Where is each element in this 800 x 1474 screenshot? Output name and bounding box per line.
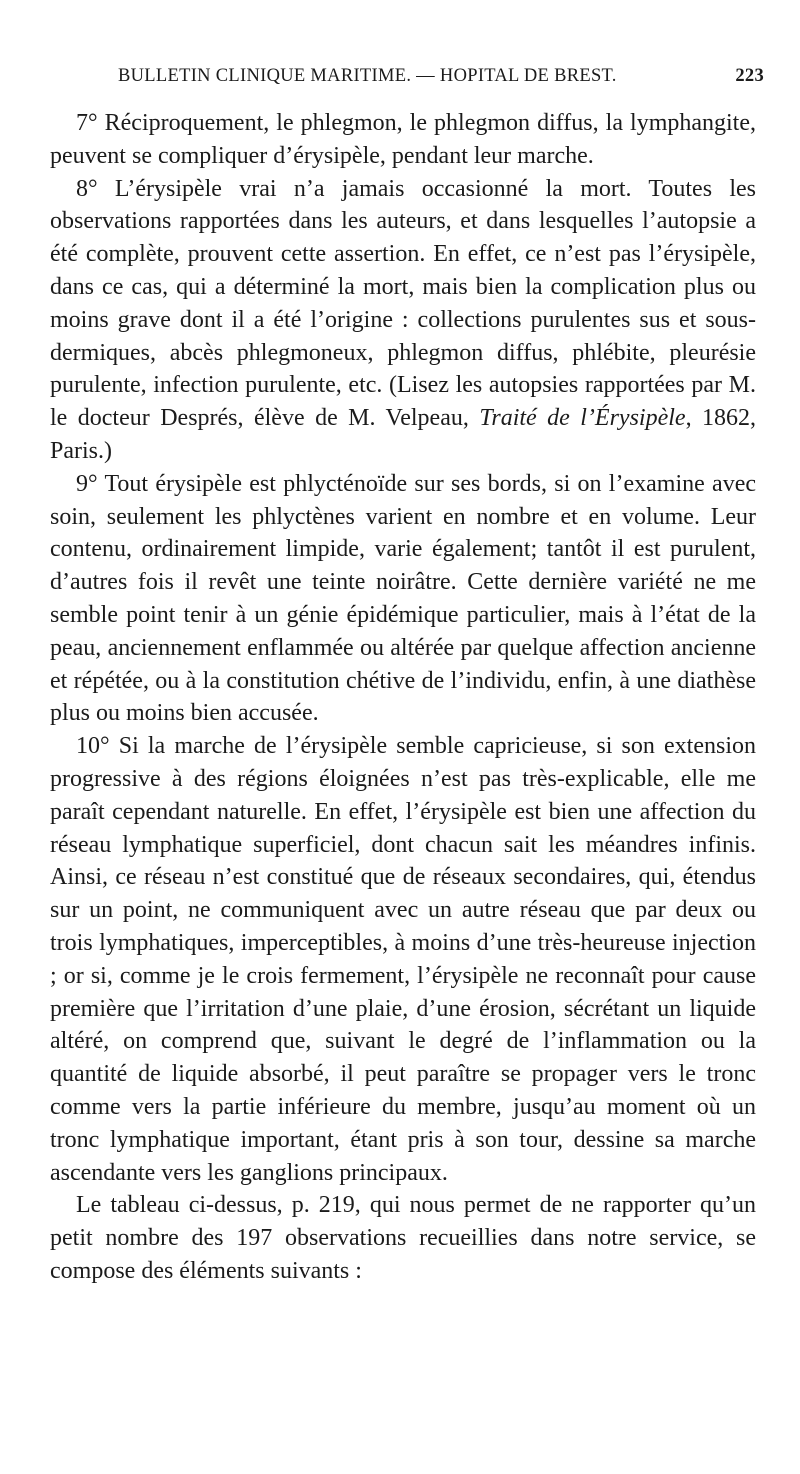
paragraph-7-text: 7° Réciproquement, le phlegmon, le phlegmon diffus, la lymphangite, peuvent se compliquer d’érysipèle, pendant leur marche.: [50, 110, 756, 169]
running-header: [118, 66, 764, 96]
book-title-italic: Traité de l’Érysipèle: [479, 405, 686, 432]
paragraph-9: [50, 468, 756, 730]
running-title: BULLETIN CLINIQUE MARITIME. — HOPITAL DE BREST.: [118, 66, 617, 86]
paragraph-8-citation-tail: , 1862, Paris.): [50, 405, 757, 464]
paragraph-7: [50, 107, 756, 173]
paragraph-10: [50, 730, 756, 1189]
paragraph-10-text: 10° Si la marche de l’érysipèle semble capricieuse, si son extension progressive à des régions éloignées n’est pas très-explicable, elle me paraît cependant naturelle. En effet, l’érysipèle est bien une affection du réseau lymphatique superficiel, dont chacun sait les méandres infinis. Ainsi, ce réseau n’est constitué que de réseaux secondaires, qui, étendus sur un point, ne communiquent avec un autre réseau que par deux ou trois lymphatiques, imperceptibles, à moins d’une très-heureuse injection ; or si, comme je le crois fermement, l’érysipèle ne reconnaît pour cause première que l’irritation d’une plaie, d’une érosion, sécrétant un liquide altéré, on comprend que, suivant le degré de l’inflammation ou la quantité de liquide absorbé, il peut paraître se propager vers le tronc comme vers la partie inférieure du membre, jusqu’au moment où un tronc lymphatique important, étant pris à son tour, dessine sa marche ascendante vers les ganglions principaux.: [50, 733, 756, 1186]
paragraph-8: [50, 173, 756, 468]
page-number: 223: [735, 66, 764, 86]
paragraph-8-text: 8° L’érysipèle vrai n’a jamais occasionné la mort. Toutes les observations rapportées dans les auteurs, et dans lesquelles l’autopsie a été complète, prouvent cette assertion. En effet, ce n’est pas l’érysipèle, dans ce cas, qui a déterminé la mort, mais bien la complication plus ou moins grave dont il a été l’origine : collections purulentes sus et sous-dermiques, abcès phlegmoneux, phlegmon diffus, phlébite, pleurésie purulente, infection purulente, etc. (Lisez les autopsies rapportées par M. le docteur Després, élève de M. Velpeau,: [50, 175, 756, 432]
paragraph-conclusion-text: Le tableau ci-dessus, p. 219, qui nous permet de ne rapporter qu’un petit nombre des 197 observations recueillies dans notre service, se compose des éléments suivants :: [50, 1192, 756, 1284]
body-text: [50, 107, 756, 1288]
paragraph-conclusion: [50, 1189, 756, 1287]
paragraph-9-text: 9° Tout érysipèle est phlycténoïde sur ses bords, si on l’examine avec soin, seulement les phlyctènes varient en nombre et en volume. Leur contenu, ordinairement limpide, varie également; tantôt il est purulent, d’autres fois il revêt une teinte noirâtre. Cette dernière variété ne me semble point tenir à un génie épidémique particulier, mais à l’état de la peau, anciennement enflammée ou altérée par quelque affection ancienne et répétée, ou à la constitution chétive de l’individu, enfin, à une diathèse plus ou moins bien accusée.: [50, 470, 756, 727]
